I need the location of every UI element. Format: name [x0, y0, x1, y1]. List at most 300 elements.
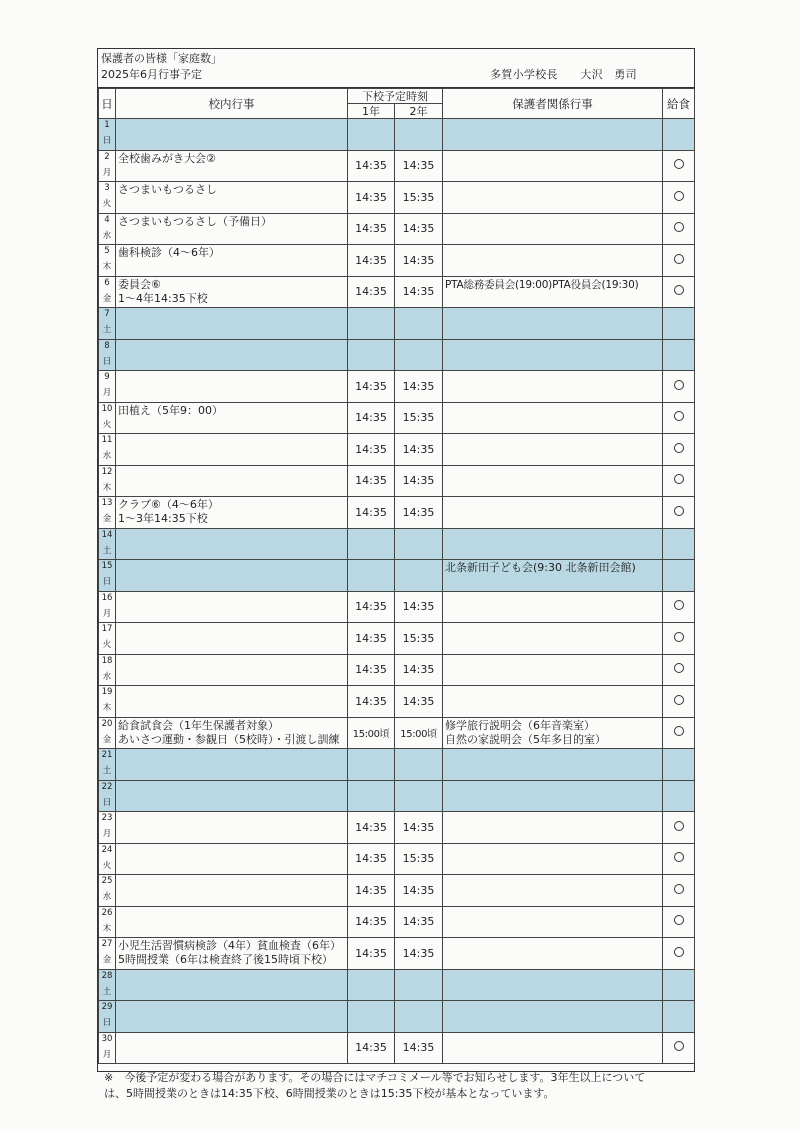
school-events-cell	[116, 623, 348, 655]
parent-events-cell	[443, 150, 663, 182]
day-row	[99, 875, 695, 907]
parent-events-cell	[443, 245, 663, 277]
date-cell	[99, 465, 116, 497]
lunch-circle-icon	[674, 474, 684, 484]
school-events-cell	[116, 1001, 348, 1033]
school-events-cell	[116, 875, 348, 907]
parent-events-cell	[443, 591, 663, 623]
date-cell	[99, 497, 116, 529]
lunch-circle-icon	[674, 632, 684, 642]
parent-event: 北条新田子ども会(9:30 北条新田会館)	[445, 561, 636, 574]
school-event: 小児生活習慣病検診（4年）貧血検査（6年）	[118, 939, 341, 952]
grade2-dismissal-time	[395, 969, 443, 1001]
lunch-cell	[663, 1032, 695, 1064]
grade1-dismissal-time	[348, 780, 395, 812]
parent-events-cell	[443, 749, 663, 781]
grade2-dismissal-time	[395, 308, 443, 340]
parent-events-cell	[443, 339, 663, 371]
school-events-cell	[116, 497, 348, 529]
school-events-cell	[116, 654, 348, 686]
school-events-cell	[116, 906, 348, 938]
lunch-cell	[663, 969, 695, 1001]
schedule-sheet	[97, 48, 695, 1100]
grade2-dismissal-time	[395, 560, 443, 592]
school-event: 5時間授業（6年は検査終了後15時頃下校）	[118, 953, 333, 966]
date-cell	[99, 906, 116, 938]
day-column-header: 日	[99, 89, 116, 119]
lunch-circle-icon	[674, 726, 684, 736]
footnote-line: は、5時間授業のときは14:35下校、6時間授業のときは15:35下校が基本となっています。	[104, 1087, 555, 1100]
school-events-cell	[116, 843, 348, 875]
date-cell	[99, 843, 116, 875]
date-number: 22	[101, 781, 113, 792]
day-row	[99, 308, 695, 340]
document-header	[98, 49, 694, 88]
date-number: 10	[101, 403, 113, 414]
lunch-cell	[663, 213, 695, 245]
school-event: 委員会⑥	[118, 277, 161, 291]
parent-events-cell	[443, 780, 663, 812]
schedule-table	[98, 88, 695, 1064]
grade2-dismissal-time	[395, 119, 443, 151]
date-number: 17	[101, 624, 113, 634]
grade2-dismissal-time	[395, 1001, 443, 1033]
lunch-cell	[663, 560, 695, 592]
grade2-dismissal-time: 14:35	[395, 213, 443, 245]
school-events-cell	[116, 276, 348, 308]
lunch-circle-icon	[674, 380, 684, 390]
grade1-dismissal-time: 14:35	[348, 402, 395, 434]
grade1-dismissal-time: 14:35	[348, 182, 395, 214]
parent-events-cell	[443, 560, 663, 592]
school-event: あいさつ運動・参観日（5校時）・引渡し訓練	[118, 732, 340, 746]
school-events-cell	[116, 749, 348, 781]
grade1-dismissal-time	[348, 1001, 395, 1033]
lunch-cell	[663, 938, 695, 970]
date-number: 24	[101, 844, 113, 855]
date-cell	[99, 686, 116, 718]
school-events-column-header: 校内行事	[116, 89, 348, 119]
day-row	[99, 182, 695, 214]
lunch-circle-icon	[674, 411, 684, 421]
grade2-dismissal-time: 15:35	[395, 402, 443, 434]
lunch-circle-icon	[674, 884, 684, 894]
weekday: 日	[102, 1018, 112, 1028]
grade1-dismissal-time	[348, 528, 395, 560]
lunch-circle-icon	[674, 254, 684, 264]
day-row	[99, 843, 695, 875]
date-number: 1	[104, 120, 110, 130]
date-cell	[99, 339, 116, 371]
day-row	[99, 906, 695, 938]
date-number: 26	[101, 907, 113, 918]
school-events-cell	[116, 591, 348, 623]
lunch-circle-icon	[674, 947, 684, 957]
lunch-column-header: 給食	[663, 89, 695, 119]
parent-events-cell	[443, 497, 663, 529]
grade1-dismissal-time: 14:35	[348, 1032, 395, 1064]
parent-events-cell	[443, 465, 663, 497]
school-events-cell	[116, 371, 348, 403]
grade1-dismissal-time: 14:35	[348, 276, 395, 308]
lunch-cell	[663, 308, 695, 340]
weekday: 月	[102, 388, 112, 398]
lunch-cell	[663, 906, 695, 938]
date-number: 14	[101, 529, 113, 540]
date-cell	[99, 654, 116, 686]
date-cell	[99, 749, 116, 781]
lunch-circle-icon	[674, 1041, 684, 1051]
grade2-dismissal-time: 14:35	[395, 1032, 443, 1064]
lunch-cell	[663, 465, 695, 497]
school-events-cell	[116, 434, 348, 466]
grade1-dismissal-time: 14:35	[348, 843, 395, 875]
weekday: 金	[102, 293, 112, 304]
school-events-cell	[116, 780, 348, 812]
grade1-dismissal-time: 14:35	[348, 497, 395, 529]
date-number: 7	[104, 309, 110, 319]
parent-event: PTA総務委員会(19:00)PTA役員会(19:30)	[445, 278, 639, 291]
grade1-dismissal-time	[348, 969, 395, 1001]
lunch-cell	[663, 1001, 695, 1033]
date-number: 15	[101, 561, 113, 571]
date-number: 8	[104, 340, 110, 351]
grade1-dismissal-time: 14:35	[348, 150, 395, 182]
date-cell	[99, 1032, 116, 1064]
parent-events-cell	[443, 308, 663, 340]
date-number: 4	[104, 214, 110, 225]
weekday: 木	[102, 923, 112, 934]
weekday: 月	[102, 1049, 112, 1060]
lunch-cell	[663, 150, 695, 182]
lunch-cell	[663, 434, 695, 466]
lunch-circle-icon	[674, 915, 684, 925]
grade2-dismissal-time: 14:35	[395, 465, 443, 497]
day-row	[99, 1001, 695, 1033]
lunch-circle-icon	[674, 821, 684, 831]
lunch-cell	[663, 843, 695, 875]
grade2-dismissal-time	[395, 528, 443, 560]
grade2-dismissal-time: 14:35	[395, 434, 443, 466]
day-row	[99, 654, 695, 686]
parent-events-cell	[443, 213, 663, 245]
date-cell	[99, 308, 116, 340]
weekday: 水	[102, 892, 112, 902]
principal-name: 多賀小学校長 大沢 勇司	[490, 68, 637, 81]
school-events-cell	[116, 1032, 348, 1064]
weekday: 金	[102, 734, 112, 745]
date-number: 19	[101, 687, 113, 697]
header-row	[99, 89, 695, 104]
lunch-cell	[663, 497, 695, 529]
lunch-cell	[663, 182, 695, 214]
grade1-dismissal-time: 14:35	[348, 686, 395, 718]
date-number: 6	[104, 277, 110, 288]
lunch-circle-icon	[674, 443, 684, 453]
date-cell	[99, 528, 116, 560]
weekday: 木	[102, 703, 112, 713]
lunch-cell	[663, 528, 695, 560]
grade1-dismissal-time: 14:35	[348, 591, 395, 623]
day-row	[99, 686, 695, 718]
date-cell	[99, 969, 116, 1001]
grade1-dismissal-time: 14:35	[348, 812, 395, 844]
date-cell	[99, 402, 116, 434]
school-events-cell	[116, 182, 348, 214]
grade1-dismissal-time	[348, 339, 395, 371]
grade2-dismissal-time: 14:35	[395, 812, 443, 844]
grade1-dismissal-time: 14:35	[348, 938, 395, 970]
lunch-cell	[663, 623, 695, 655]
school-events-cell	[116, 528, 348, 560]
date-number: 28	[101, 970, 113, 981]
parent-event: 修学旅行説明会（6年音楽室）	[445, 718, 595, 732]
weekday: 金	[102, 514, 112, 524]
parent-events-cell	[443, 119, 663, 151]
date-number: 13	[101, 498, 113, 508]
day-row	[99, 717, 695, 749]
lunch-circle-icon	[674, 222, 684, 232]
grade2-dismissal-time: 14:35	[395, 245, 443, 277]
grade1-dismissal-time: 14:35	[348, 465, 395, 497]
date-number: 2	[104, 151, 110, 162]
lunch-cell	[663, 276, 695, 308]
grade2-dismissal-time: 14:35	[395, 686, 443, 718]
school-events-cell	[116, 402, 348, 434]
date-number: 20	[101, 718, 113, 729]
grade1-dismissal-time: 14:35	[348, 875, 395, 907]
grade2-dismissal-time: 14:35	[395, 497, 443, 529]
day-row	[99, 245, 695, 277]
lunch-cell	[663, 402, 695, 434]
parent-events-cell	[443, 875, 663, 907]
date-cell	[99, 371, 116, 403]
grade1-dismissal-time	[348, 749, 395, 781]
weekday: 土	[102, 986, 112, 997]
weekday: 木	[102, 482, 112, 493]
date-number: 29	[101, 1002, 113, 1012]
lunch-circle-icon	[674, 852, 684, 862]
date-number: 25	[101, 876, 113, 886]
grade1-column-header: 1年	[348, 104, 395, 119]
day-row	[99, 213, 695, 245]
day-row	[99, 969, 695, 1001]
lunch-circle-icon	[674, 285, 684, 295]
parent-events-cell	[443, 906, 663, 938]
school-event: 1～4年14:35下校	[118, 291, 208, 305]
parent-events-cell	[443, 402, 663, 434]
grade2-dismissal-time: 15:35	[395, 623, 443, 655]
date-number: 3	[104, 183, 110, 193]
school-event: さつまいもつるさし	[118, 183, 217, 196]
grade1-dismissal-time	[348, 308, 395, 340]
lunch-cell	[663, 371, 695, 403]
weekday: 水	[102, 451, 112, 461]
school-events-cell	[116, 465, 348, 497]
grade2-column-header: 2年	[395, 104, 443, 119]
date-number: 12	[101, 466, 113, 477]
date-number: 5	[104, 246, 110, 256]
grade1-dismissal-time: 14:35	[348, 434, 395, 466]
parent-events-cell	[443, 654, 663, 686]
parent-events-cell	[443, 528, 663, 560]
day-row	[99, 497, 695, 529]
lunch-circle-icon	[674, 663, 684, 673]
grade2-dismissal-time: 14:35	[395, 276, 443, 308]
day-row	[99, 623, 695, 655]
parent-events-cell	[443, 623, 663, 655]
grade1-dismissal-time: 14:35	[348, 654, 395, 686]
weekday: 日	[102, 577, 112, 587]
day-row	[99, 560, 695, 592]
weekday: 月	[102, 608, 112, 619]
grade2-dismissal-time	[395, 749, 443, 781]
lunch-cell	[663, 654, 695, 686]
date-number: 9	[104, 372, 110, 382]
lunch-cell	[663, 119, 695, 151]
day-row	[99, 276, 695, 308]
school-events-cell	[116, 213, 348, 245]
date-cell	[99, 560, 116, 592]
document-title: 2025年6月行事予定	[101, 68, 202, 81]
weekday: 月	[102, 167, 112, 178]
date-cell	[99, 213, 116, 245]
weekday: 土	[102, 766, 112, 776]
weekday: 火	[102, 640, 112, 650]
lunch-cell	[663, 812, 695, 844]
day-row	[99, 528, 695, 560]
grade1-dismissal-time: 15:00頃	[348, 717, 395, 749]
weekday: 木	[102, 262, 112, 272]
date-number: 27	[101, 939, 113, 949]
grade2-dismissal-time: 15:35	[395, 182, 443, 214]
grade2-dismissal-time: 15:35	[395, 843, 443, 875]
weekday: 土	[102, 325, 112, 335]
lunch-cell	[663, 875, 695, 907]
weekday: 金	[102, 955, 112, 965]
day-row	[99, 150, 695, 182]
date-number: 30	[101, 1033, 113, 1044]
parent-events-cell	[443, 686, 663, 718]
grade2-dismissal-time: 14:35	[395, 938, 443, 970]
date-cell	[99, 780, 116, 812]
lunch-cell	[663, 780, 695, 812]
parent-events-cell	[443, 1001, 663, 1033]
day-row	[99, 938, 695, 970]
weekday: 火	[102, 419, 112, 430]
school-event: 歯科検診（4～6年）	[118, 246, 220, 259]
school-event: 給食試食会（1年生保護者対象）	[118, 718, 279, 732]
parent-events-cell	[443, 371, 663, 403]
parent-events-cell	[443, 717, 663, 749]
date-cell	[99, 150, 116, 182]
grade2-dismissal-time: 14:35	[395, 654, 443, 686]
weekday: 火	[102, 860, 112, 871]
date-cell	[99, 875, 116, 907]
parent-events-cell	[443, 938, 663, 970]
date-cell	[99, 938, 116, 970]
date-cell	[99, 434, 116, 466]
school-events-cell	[116, 717, 348, 749]
day-row	[99, 465, 695, 497]
school-event: 田植え（5年9：00）	[118, 403, 223, 417]
weekday: 水	[102, 230, 112, 241]
day-row	[99, 591, 695, 623]
date-number: 18	[101, 655, 113, 666]
grade2-dismissal-time	[395, 339, 443, 371]
parent-events-cell	[443, 434, 663, 466]
date-cell	[99, 717, 116, 749]
school-events-cell	[116, 938, 348, 970]
grade1-dismissal-time	[348, 119, 395, 151]
audience-line: 保護者の皆様「家庭数」	[101, 52, 222, 65]
date-number: 21	[101, 750, 113, 760]
day-row	[99, 119, 695, 151]
lunch-circle-icon	[674, 191, 684, 201]
date-number: 23	[101, 813, 113, 823]
date-cell	[99, 623, 116, 655]
lunch-cell	[663, 686, 695, 718]
lunch-cell	[663, 749, 695, 781]
grade1-dismissal-time: 14:35	[348, 623, 395, 655]
date-cell	[99, 276, 116, 308]
grade2-dismissal-time	[395, 780, 443, 812]
date-cell	[99, 119, 116, 151]
grade1-dismissal-time	[348, 560, 395, 592]
weekday: 土	[102, 545, 112, 556]
day-row	[99, 434, 695, 466]
lunch-circle-icon	[674, 600, 684, 610]
parent-events-cell	[443, 1032, 663, 1064]
parent-events-cell	[443, 182, 663, 214]
lunch-cell	[663, 717, 695, 749]
date-number: 11	[101, 435, 113, 445]
grade1-dismissal-time: 14:35	[348, 371, 395, 403]
date-cell	[99, 245, 116, 277]
weekday: 火	[102, 199, 112, 209]
date-cell	[99, 1001, 116, 1033]
day-row	[99, 812, 695, 844]
lunch-circle-icon	[674, 695, 684, 705]
day-row	[99, 402, 695, 434]
weekday: 日	[102, 797, 112, 808]
school-event: クラブ⑥（4～6年）	[118, 498, 219, 511]
school-events-cell	[116, 339, 348, 371]
date-cell	[99, 182, 116, 214]
school-events-cell	[116, 245, 348, 277]
day-row	[99, 339, 695, 371]
grade2-dismissal-time: 14:35	[395, 875, 443, 907]
parent-events-cell	[443, 276, 663, 308]
school-events-cell	[116, 119, 348, 151]
school-event: 1～3年14:35下校	[118, 512, 208, 525]
day-row	[99, 749, 695, 781]
parent-events-cell	[443, 843, 663, 875]
grade1-dismissal-time: 14:35	[348, 906, 395, 938]
weekday: 日	[102, 136, 112, 146]
lunch-cell	[663, 339, 695, 371]
parent-events-cell	[443, 812, 663, 844]
grade2-dismissal-time: 14:35	[395, 591, 443, 623]
grade1-dismissal-time: 14:35	[348, 245, 395, 277]
parent-events-cell	[443, 969, 663, 1001]
grade1-dismissal-time: 14:35	[348, 213, 395, 245]
lunch-cell	[663, 245, 695, 277]
school-event: 全校歯みがき大会②	[118, 151, 216, 165]
school-events-cell	[116, 812, 348, 844]
school-events-cell	[116, 969, 348, 1001]
grade2-dismissal-time: 15:00頃	[395, 717, 443, 749]
